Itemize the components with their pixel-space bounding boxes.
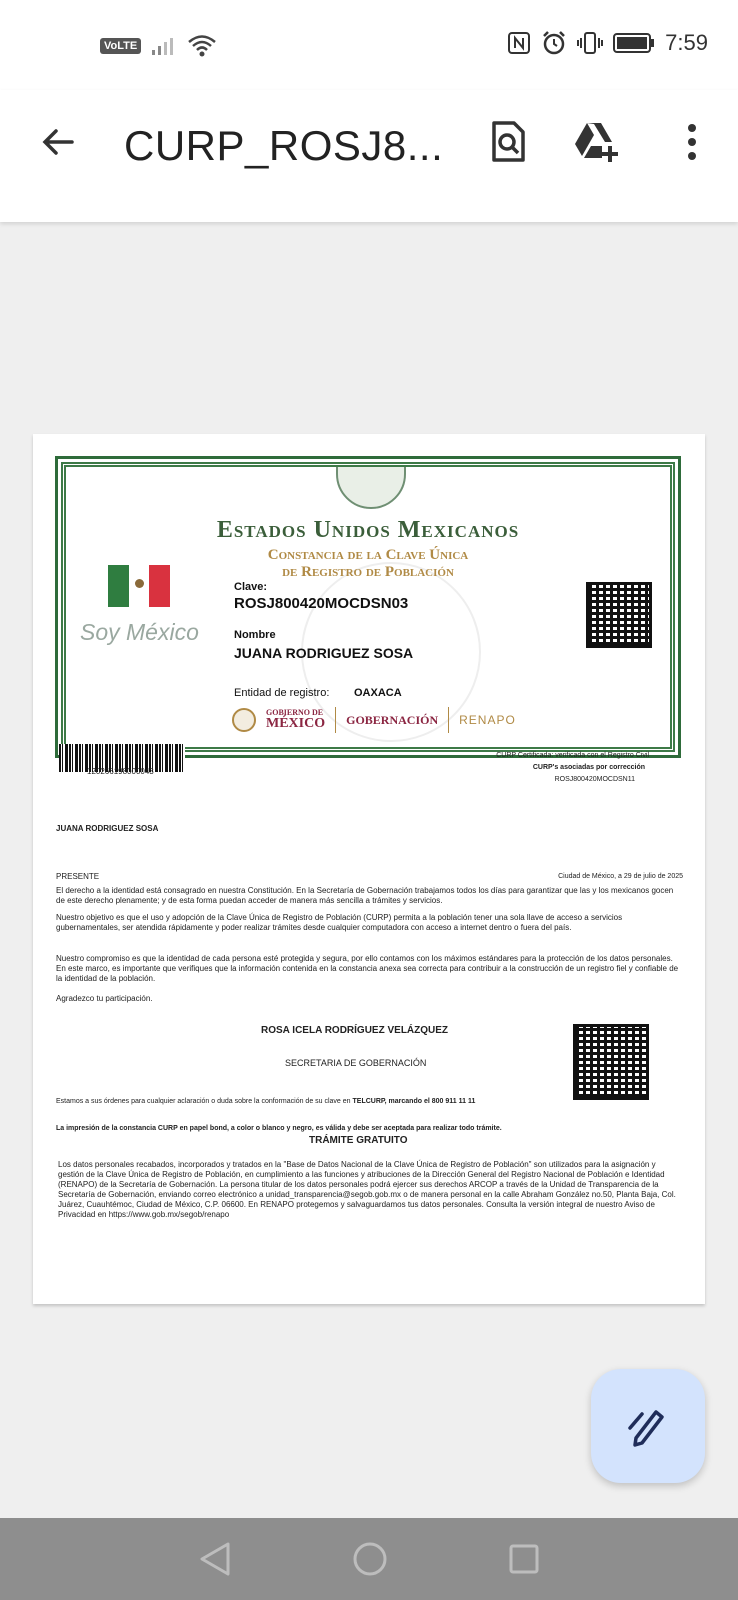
letter-date: Ciudad de México, a 29 de julio de 2025	[558, 873, 683, 880]
nombre-value: JUANA RODRIGUEZ SOSA	[234, 645, 414, 661]
entidad-label: Entidad de registro:	[234, 687, 330, 699]
volte-badge: VoLTE	[100, 38, 141, 54]
thanks-text: Agradezco tu participación.	[56, 994, 153, 1003]
nav-back-icon[interactable]	[198, 1541, 232, 1577]
mexico-text: MÉXICO	[266, 716, 326, 731]
gobierno-emblem-icon	[232, 708, 256, 732]
signal-icon	[151, 36, 177, 56]
app-bar	[0, 90, 738, 222]
document-page[interactable]	[33, 434, 705, 1304]
status-bar	[0, 0, 738, 90]
mexico-flag-icon	[108, 565, 170, 607]
certificate-qr-code	[586, 582, 652, 648]
tramite-gratuito: TRÁMITE GRATUITO	[309, 1135, 408, 1146]
telcurp-phone: TELCURP, marcando el 800 911 11 11	[352, 1098, 476, 1105]
barcode-number: 120266198000043	[87, 767, 154, 776]
cert-subtitle-1: Constancia de la Clave Única	[267, 547, 469, 563]
entidad-value: OAXACA	[354, 687, 402, 699]
paragraph-2: Nuestro objetivo es que el uso y adopción de la Clave Única de Registro de Población (CURP) permita a la población tener una sola llave de acceso a servicios gubernamentales, ser atendida rápidamente y poder realizar trámites desde cualquier computadora con acceso a internet dentro o fuera del país.	[56, 913, 623, 932]
paragraph-1: El derecho a la identidad está consagrado en nuestra Constitución. En la Secretaría de Gobernación trabajamos todos los días para garantizar que las y los mexicanos gocen de este derecho plenamente; y de esta forma puedan acceder de manera más sencilla a trámites y servicios.	[56, 886, 674, 905]
curp-asociada: ROSJ800420MOCDSN11	[554, 776, 635, 783]
soy-mexico-logo: Soy México	[80, 619, 199, 645]
clave-label: Clave:	[234, 581, 268, 593]
nav-home-icon[interactable]	[352, 1541, 388, 1577]
clock: 7:59	[665, 30, 708, 55]
national-seal-icon	[336, 465, 406, 509]
telcurp-info	[56, 1097, 475, 1107]
telcurp-prefix: Estamos a sus órdenes para cualquier aclaración o duda sobre la conformación de su clave en	[56, 1098, 351, 1105]
battery-icon	[613, 32, 655, 54]
nav-recents-icon[interactable]	[508, 1543, 540, 1575]
presente: PRESENTE	[56, 872, 100, 881]
privacy-notice: Los datos personales recabados, incorporados y tratados en la "Base de Datos Nacional de la Clave Única de Registro de Población" son utilizados para la asignación y gestión de la Clave Única de Registro de Población, en cumplimiento a las funciones y atribuciones de la Dirección General del Registro Nacional de Población e Identidad (RENAPO) de la Secretaría de Gobernación. La persona titular de los datos personales podrá ejercer sus derechos ARCOP a través de la Unidad de Transparencia de la Secretaría de Gobernación, enviando correo electrónico a unidad_transparencia@segob.gob.mx o de manera personal en la calle Abraham González no.50, Planta Baja, Col. Juárez, Cuauhtémoc, Ciudad de México, C.P. 06600. En RENAPO protegemos y salvaguardamos tus datos personales. Consulta la versión integral de nuestro Aviso de Privacidad en https://www.gob.mx/segob/renapo	[58, 1160, 676, 1219]
gobierno-de-text: GOBIERNO DE	[266, 708, 324, 717]
paragraph-3: Nuestro compromiso es que la identidad de cada persona esté protegida y segura, por ello contamos con los máximos estándares para la protección de los datos personales. En este marco, es importante que verifiques que la información contenida en la constancia anexa sea correcta para contribuir a la construcción de un registro fiel y confiable de la identidad de la población.	[56, 954, 679, 983]
find-in-page-icon	[488, 120, 528, 164]
alarm-icon	[541, 30, 567, 56]
curp-certificada: CURP Certificada: verificada con el Registro Civil	[496, 752, 649, 759]
signer-name: ROSA ICELA RODRÍGUEZ VELÁZQUEZ	[261, 1025, 449, 1036]
nfc-icon	[507, 31, 531, 55]
clave-value: ROSJ800420MOCDSN03	[234, 595, 409, 612]
system-nav-bar	[0, 1518, 738, 1600]
impresion-notice: La impresión de la constancia CURP en papel bond, a color o blanco y negro, es válida y debe ser aceptada para realizar todo trámite.	[56, 1125, 502, 1132]
document-title: CURP_ROSJ8...	[124, 122, 444, 169]
curp-certificate	[55, 456, 681, 758]
renapo-logo: RENAPO	[459, 713, 516, 727]
letter-qr-code	[573, 1024, 649, 1100]
signer-title: SECRETARIA DE GOBERNACIÓN	[285, 1058, 427, 1068]
vibrate-icon	[577, 31, 603, 55]
more-options-button[interactable]	[666, 116, 718, 168]
back-button[interactable]	[36, 120, 80, 164]
edit-fab-button[interactable]	[591, 1369, 705, 1483]
back-arrow-icon	[40, 124, 76, 160]
add-to-drive-button[interactable]	[570, 116, 622, 168]
curp-asociadas-label: CURP's asociadas por corrección	[532, 764, 645, 771]
drive-add-icon	[572, 120, 620, 164]
more-vert-icon	[686, 122, 698, 162]
edit-pen-icon	[626, 1404, 670, 1448]
wifi-icon	[187, 34, 217, 58]
cert-subtitle-2: de Registro de Población	[282, 564, 454, 580]
gobernacion-logo: GOBERNACIÓN	[346, 713, 439, 727]
nombre-label: Nombre	[234, 629, 276, 641]
cert-title: Estados Unidos Mexicanos	[216, 517, 520, 543]
find-in-page-button[interactable]	[482, 116, 534, 168]
recipient-name: JUANA RODRIGUEZ SOSA	[56, 824, 159, 833]
government-logos	[232, 707, 516, 733]
